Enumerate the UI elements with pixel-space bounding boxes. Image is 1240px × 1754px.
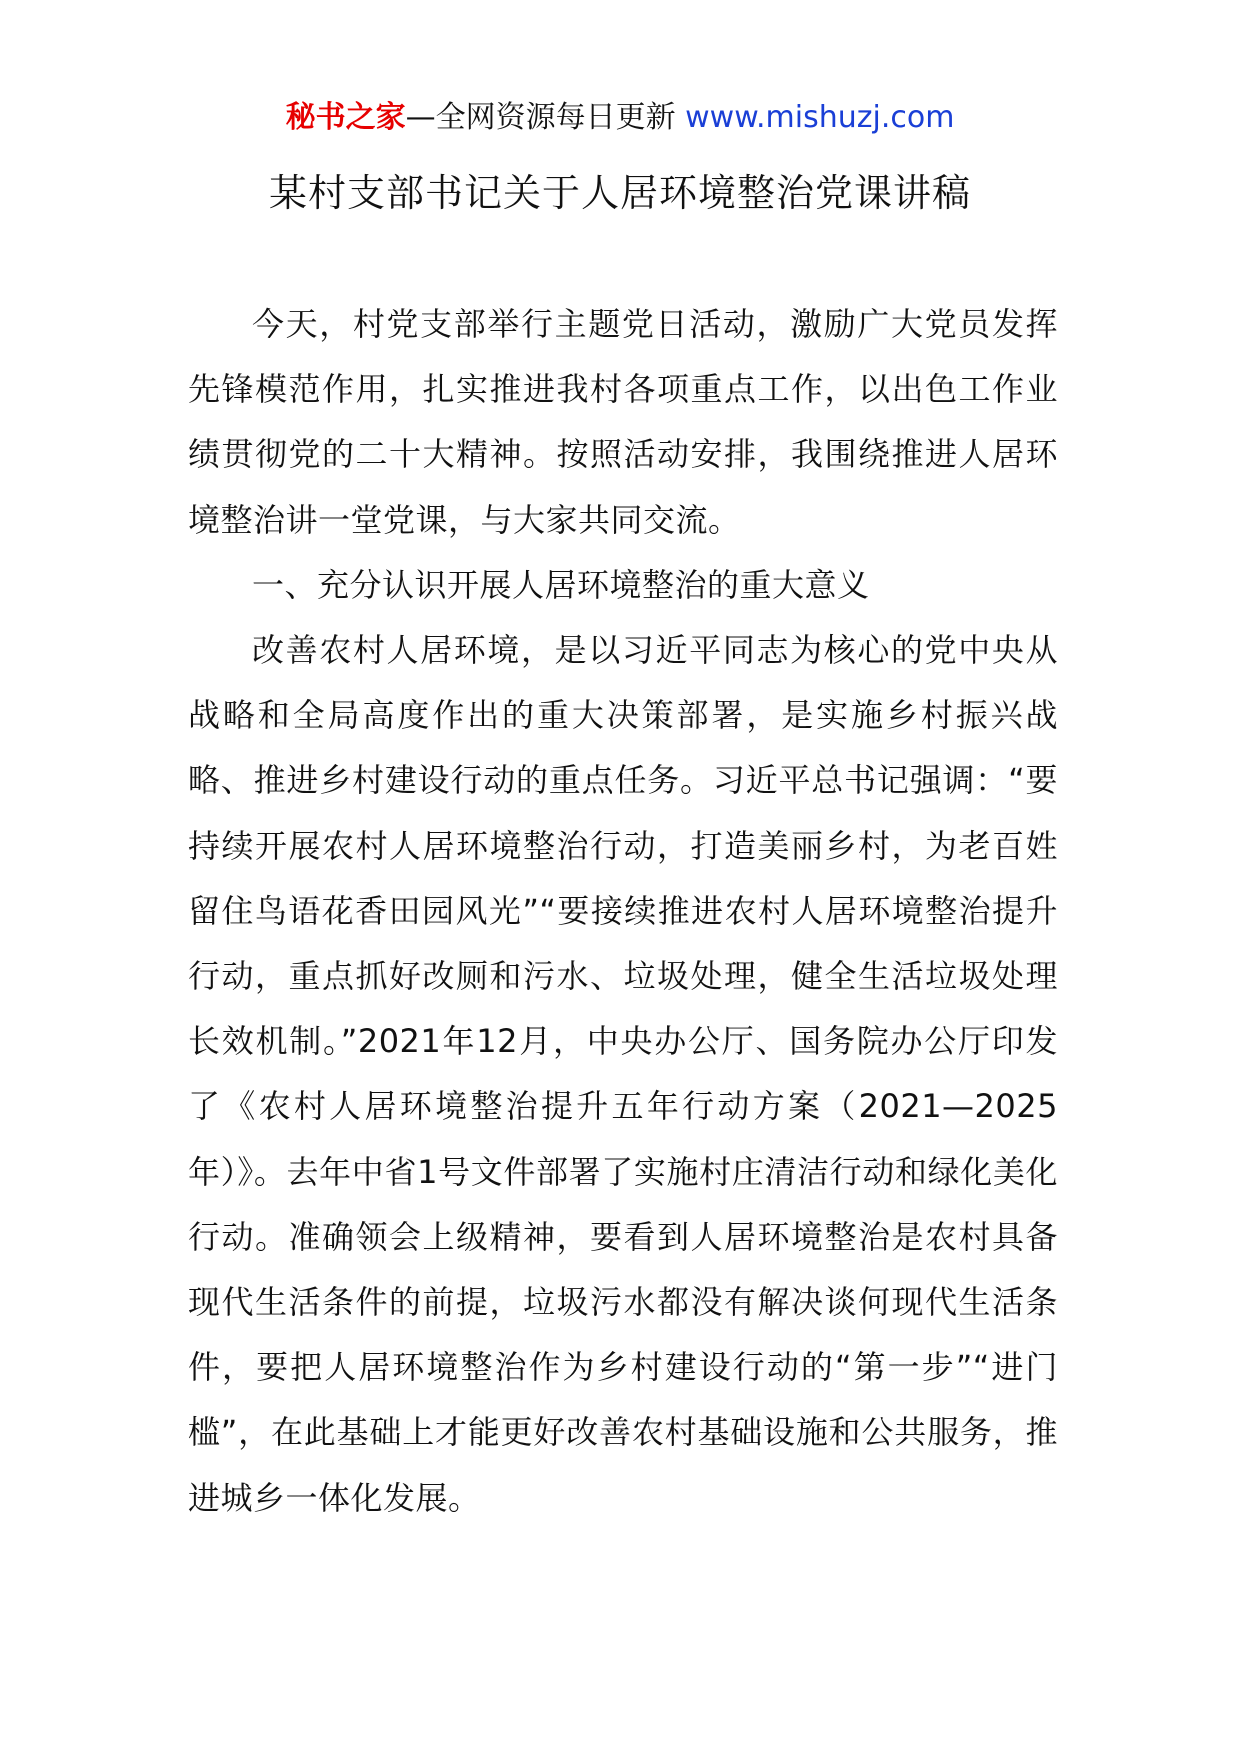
body-paragraph: 改善农村人居环境，是以习近平同志为核心的党中央从战略和全局高度作出的重大决策部署，是实施乡村振兴战略、推进乡村建设行动的重点任务。习近平总书记强调：“要持续开展农村人居环境整治行动，打造美丽乡村，为老百姓留住鸟语花香田园风光”“要接续推进农村人居环境整治提升行动，重点抓好改厕和污水、垃圾处理，健全生活垃圾处理长效机制。”2021年12月，中央办公厅、国务院办公厅印发了《农村人居环境整治提升五年行动方案（2021—2025年）》。去年中省1号文件部署了实施村庄清洁行动和绿化美化行动。准确领会上级精神，要看到人居环境整治是农村具备现代生活条件的前提，垃圾污水都没有解决谈何现代生活条件，要把人居环境整治作为乡村建设行动的“第一步”“进门槛”，在此基础上才能更好改善农村基础设施和公共服务，推进城乡一体化发展。 [188, 631, 1058, 1517]
document-title: 某村支部书记关于人居环境整治党课讲稿 [268, 171, 971, 215]
site-url-link[interactable]: www.mishuzj.com [685, 100, 955, 135]
site-banner [0, 98, 1240, 138]
site-brand: 秘书之家 [285, 100, 406, 135]
intro-paragraph: 今天，村党支部举行主题党日活动，激励广大党员发挥先锋模范作用，扎实推进我村各项重点工作，以出色工作业绩贯彻党的二十大精神。按照活动安排，我围绕推进人居环境整治讲一堂党课，与大家共同交流。 [188, 305, 1058, 539]
document-body [188, 292, 1058, 1531]
site-tagline: —全网资源每日更新 [405, 100, 676, 135]
section-heading: 一、充分认识开展人居环境整治的重大意义 [252, 565, 870, 604]
